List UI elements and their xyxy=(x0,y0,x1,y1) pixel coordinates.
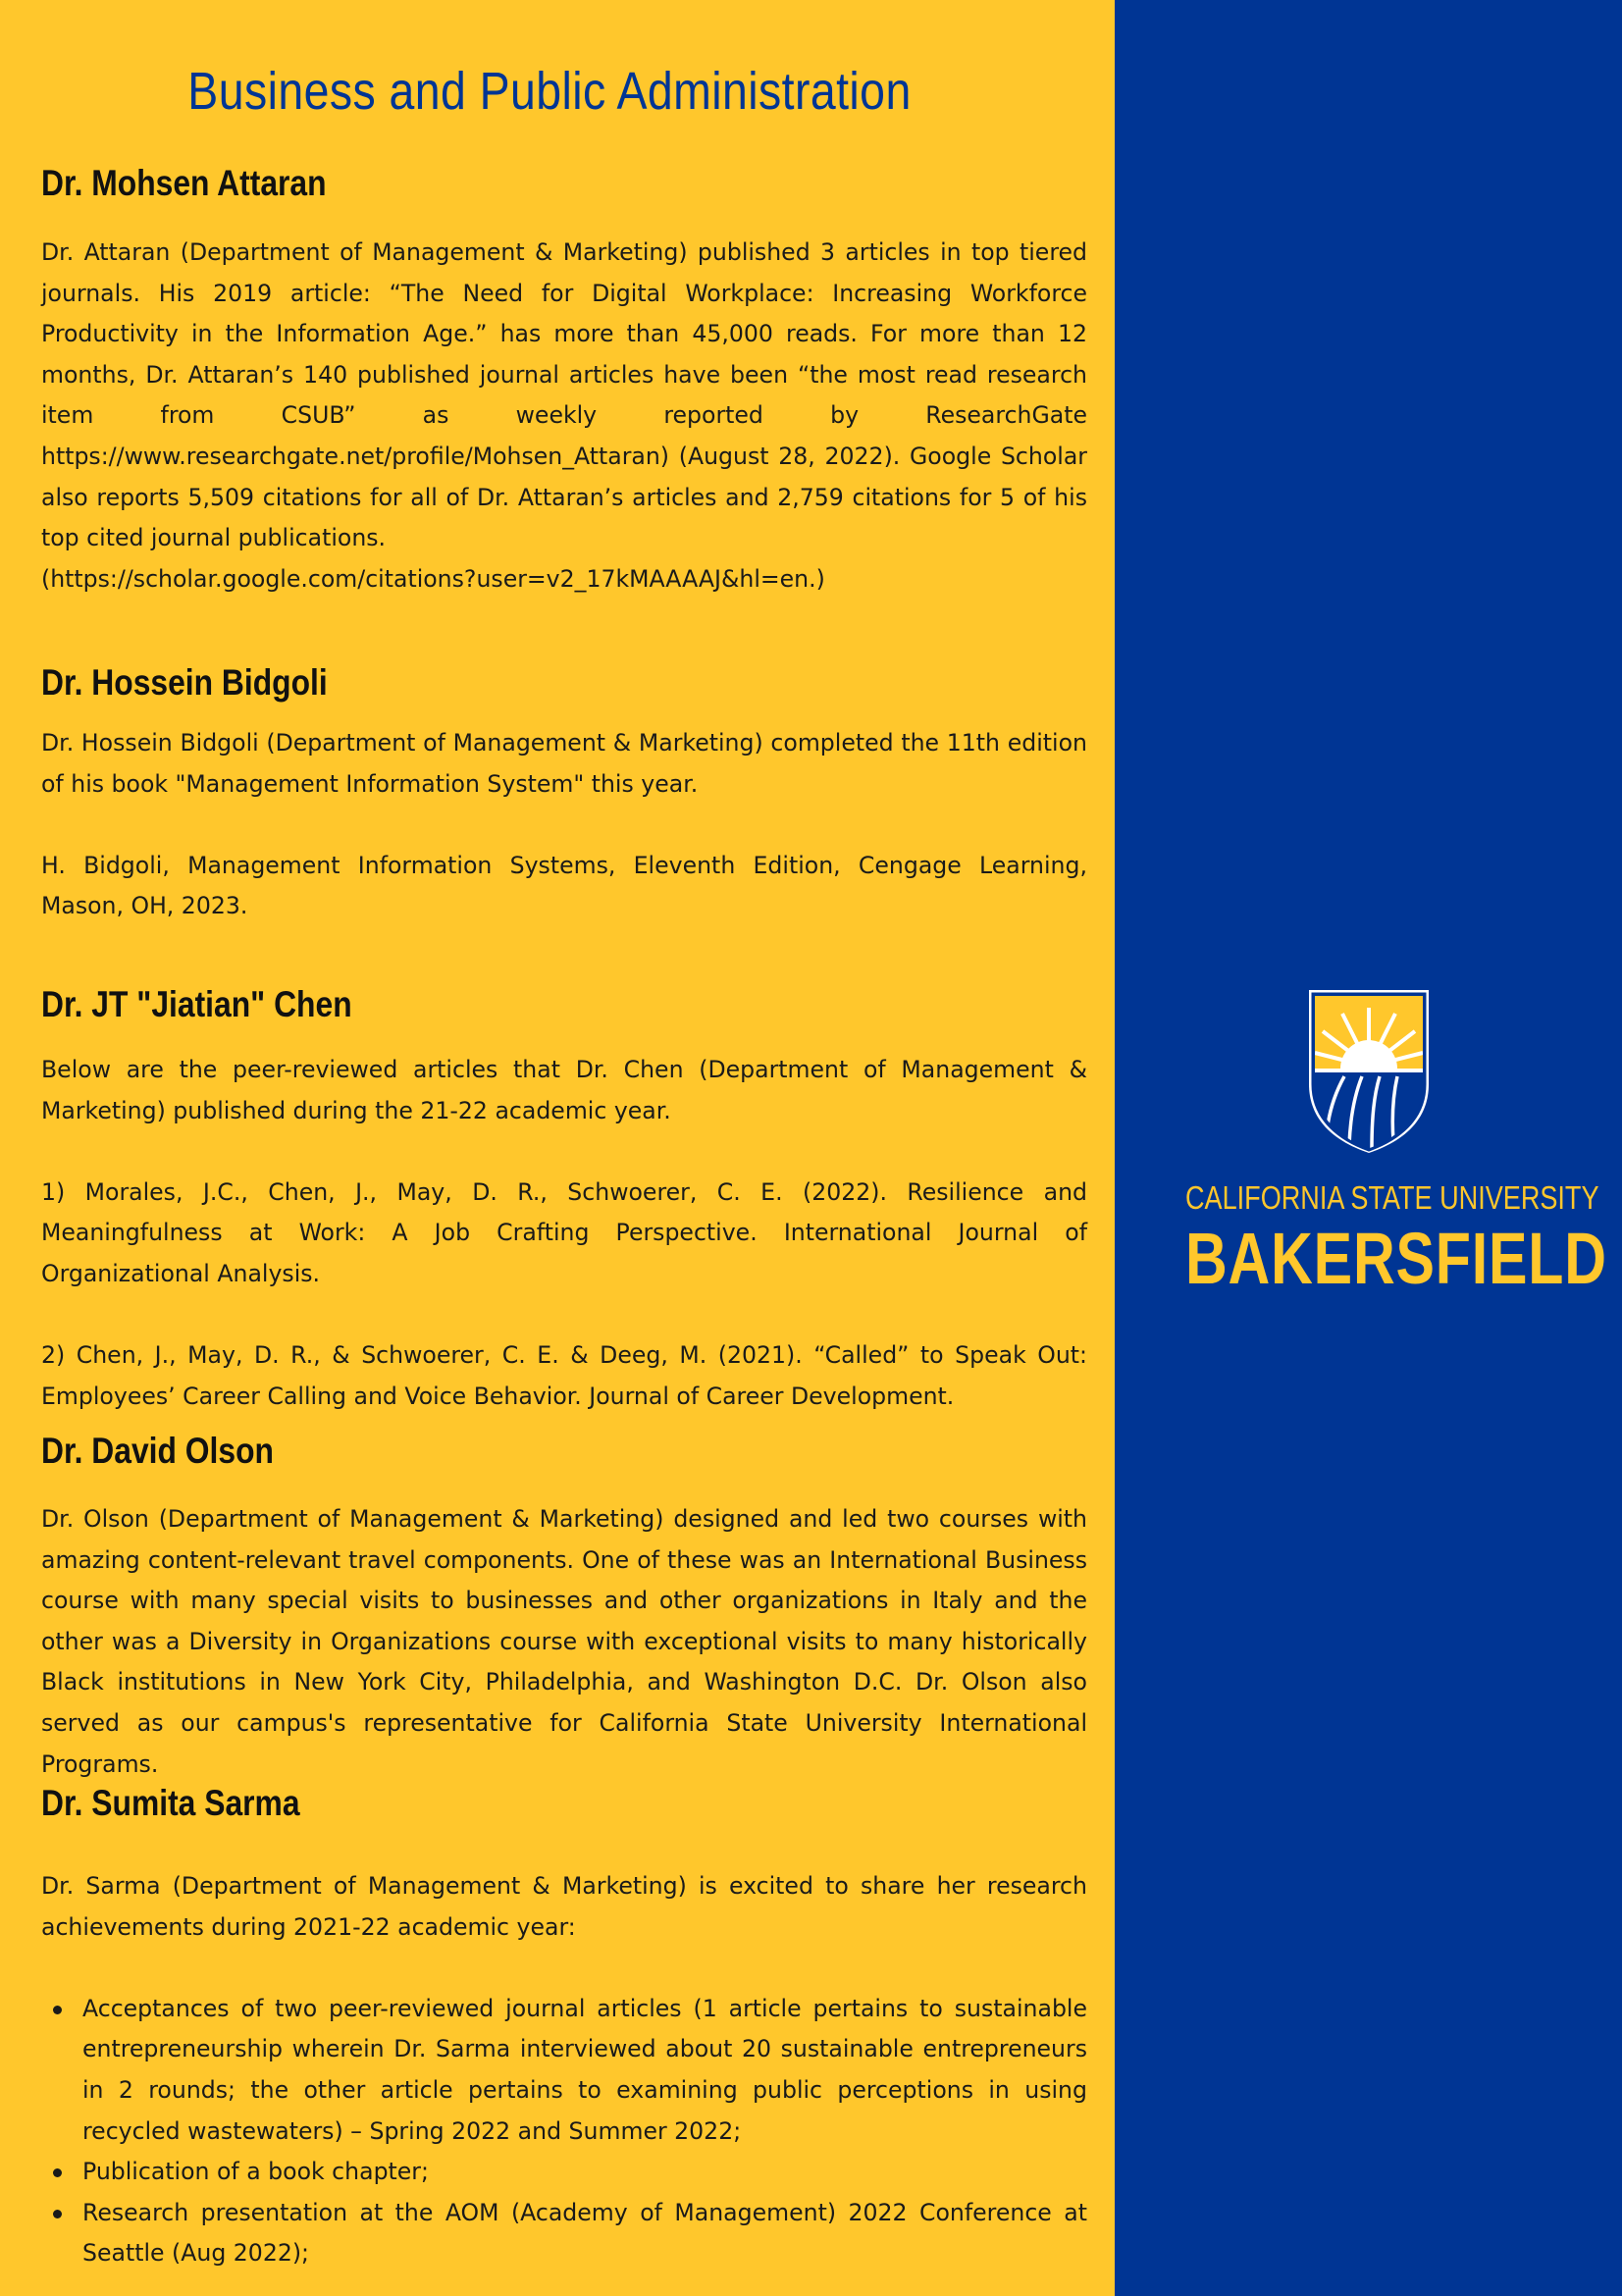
bullet-icon xyxy=(53,2168,62,2177)
heading-bidgoli: Dr. Hossein Bidgoli xyxy=(41,662,328,703)
attaran-paragraph: Dr. Attaran (Department of Management & Marketing) published 3 articles in top tiered journals. His 2019 article: “The Need for Digital Workplace: Increasing Workforce Productivity in the Information Age.” has more than 45,000 reads. For more than 12 months, Dr. Attaran’s 140 published journal articles have been “the most read research item from CSUB” as weekly reported by ResearchGate https://www.researchgate.net/profile/Mohsen_Attaran) (August 28, 2022). Google Scholar also reports 5,509 citations for all of Dr. Attaran’s articles and 2,759 citations for 5 of his top cited journal publications. xyxy=(41,238,1087,552)
section-chen xyxy=(41,1050,1087,1417)
university-name-line-1: CALIFORNIA STATE UNIVERSITY xyxy=(1185,1179,1599,1216)
university-name-line-2: BAKERSFIELD xyxy=(1185,1218,1607,1299)
bidgoli-paragraph: Dr. Hossein Bidgoli (Department of Management & Marketing) completed the 11th edition of his book "Management Information System" this year. xyxy=(41,729,1087,798)
bullet-icon xyxy=(53,2006,62,2014)
chen-reference-1: 1) Morales, J.C., Chen, J., May, D. R., Schwoerer, C. E. (2022). Resilience and Meaningfulness at Work: A Job Crafting Perspective. International Journal of Organizational Analysis. xyxy=(41,1177,1087,1287)
heading-sarma: Dr. Sumita Sarma xyxy=(41,1783,300,1823)
chen-reference-2: 2) Chen, J., May, D. R., & Schwoerer, C. E. & Deeg, M. (2021). “Called” to Speak Out: Employees’ Career Calling and Voice Behavior. Journal of Career Development. xyxy=(41,1341,1087,1410)
list-item: Research presentation at the AOM (Academy of Management) 2022 Conference at Seattle (Aug 2022); xyxy=(82,2193,1087,2274)
section-bidgoli xyxy=(41,723,1087,927)
section-attaran xyxy=(41,233,1087,600)
heading-olson: Dr. David Olson xyxy=(41,1431,274,1471)
bullet-icon xyxy=(53,2210,62,2218)
section-olson xyxy=(41,1499,1087,1785)
csub-shield-icon xyxy=(1305,986,1433,1153)
list-item: Acceptances of two peer-reviewed journal articles (1 article pertains to sustainable entrepreneurship wherein Dr. Sarma interviewed about 20 sustainable entrepreneurs in 2 rounds; the other article pertains to examining public perceptions in using recycled wastewaters) – Spring 2022 and Summer 2022; xyxy=(82,1989,1087,2152)
sarma-intro: Dr. Sarma (Department of Management & Marketing) is excited to share her research achievements during 2021-22 academic year: xyxy=(41,1872,1087,1941)
heading-chen: Dr. JT "Jiatian" Chen xyxy=(41,984,352,1024)
chen-intro: Below are the peer-reviewed articles that Dr. Chen (Department of Management & Marketing) published during the 21-22 academic year. xyxy=(41,1056,1087,1124)
attaran-scholar-link[interactable]: (https://scholar.google.com/citations?user=v2_17kMAAAAJ&hl=en.) xyxy=(41,564,825,593)
heading-attaran: Dr. Mohsen Attaran xyxy=(41,163,327,203)
olson-paragraph: Dr. Olson (Department of Management & Marketing) designed and led two courses with amazing content-relevant travel components. One of these was an International Business course with many special visits to businesses and other organizations in Italy and the other was a Diversity in Organizations course with exceptional visits to many historically Black institutions in New York City, Philadelphia, and Washington D.C. Dr. Olson also served as our campus's representative for California State University International Programs. xyxy=(41,1505,1087,1778)
bidgoli-citation: H. Bidgoli, Management Information Systems, Eleventh Edition, Cengage Learning, Mason, OH, 2023. xyxy=(41,851,1087,920)
list-item: Publication of a book chapter; xyxy=(82,2152,1087,2193)
sarma-achievements-list xyxy=(41,1989,1087,2274)
page-title: Business and Public Administration xyxy=(187,62,912,121)
section-sarma xyxy=(41,1866,1087,2274)
